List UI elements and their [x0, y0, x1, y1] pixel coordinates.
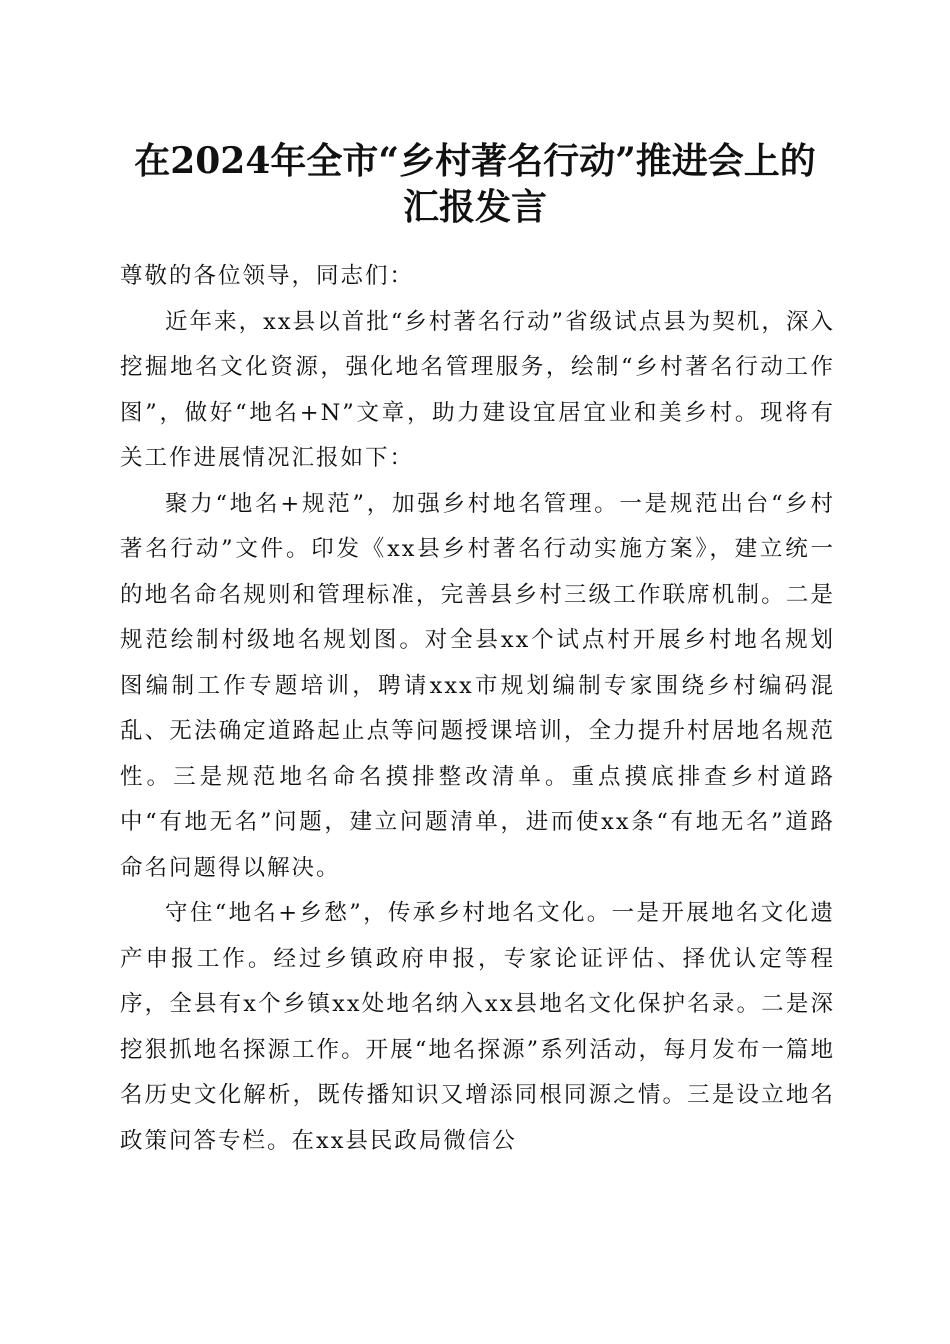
salutation: 尊敬的各位领导，同志们：: [120, 263, 415, 289]
paragraph-place-name-culture: 守住“地名+乡愁”，传承乡村地名文化。一是开展地名文化遗产申报工作。经过乡镇政府申报，专家论证评估、择优认定等程序，全县有x个乡镇xx处地名纳入xx县地名文化保护名录。二是深挖狠抓地名探源工作。开展“地名探源”系列活动，每月发布一篇地名历史文化解析，既传播知识又增添同根同源之情。三是设立地名政策问答专栏。在xx县民政局微信公: [120, 900, 835, 1154]
paragraph-intro: 近年来，xx县以首批“乡村著名行动”省级试点县为契机，深入挖掘地名文化资源，强化地名管理服务，绘制“乡村著名行动工作图”，做好“地名+N”文章，助力建设宜居宜业和美乡村。现将有关工作进展情况汇报如下：: [120, 308, 835, 471]
paragraph-naming-standards: 聚力“地名+规范”，加强乡村地名管理。一是规范出台“乡村著名行动”文件。印发《xx县乡村著名行动实施方案》，建立统一的地名命名规则和管理标准，完善县乡村三级工作联席机制。二是规范绘制村级地名规划图。对全县xx个试点村开展乡村地名规划图编制工作专题培训，聘请xxx市规划编制专家围绕乡村编码混乱、无法确定道路起止点等问题授课培训，全力提升村居地名规范性。三是规范地名命名摸排整改清单。重点摸底排查乡村道路中“有地无名”问题，建立问题清单，进而使xx条“有地无名”道路命名问题得以解决。: [120, 490, 835, 881]
document-title-line-2: 汇报发言: [402, 186, 547, 228]
document-body: [120, 254, 835, 1164]
document-title-line-1: 在2024年全市“乡村著名行动”推进会上的: [134, 140, 816, 182]
